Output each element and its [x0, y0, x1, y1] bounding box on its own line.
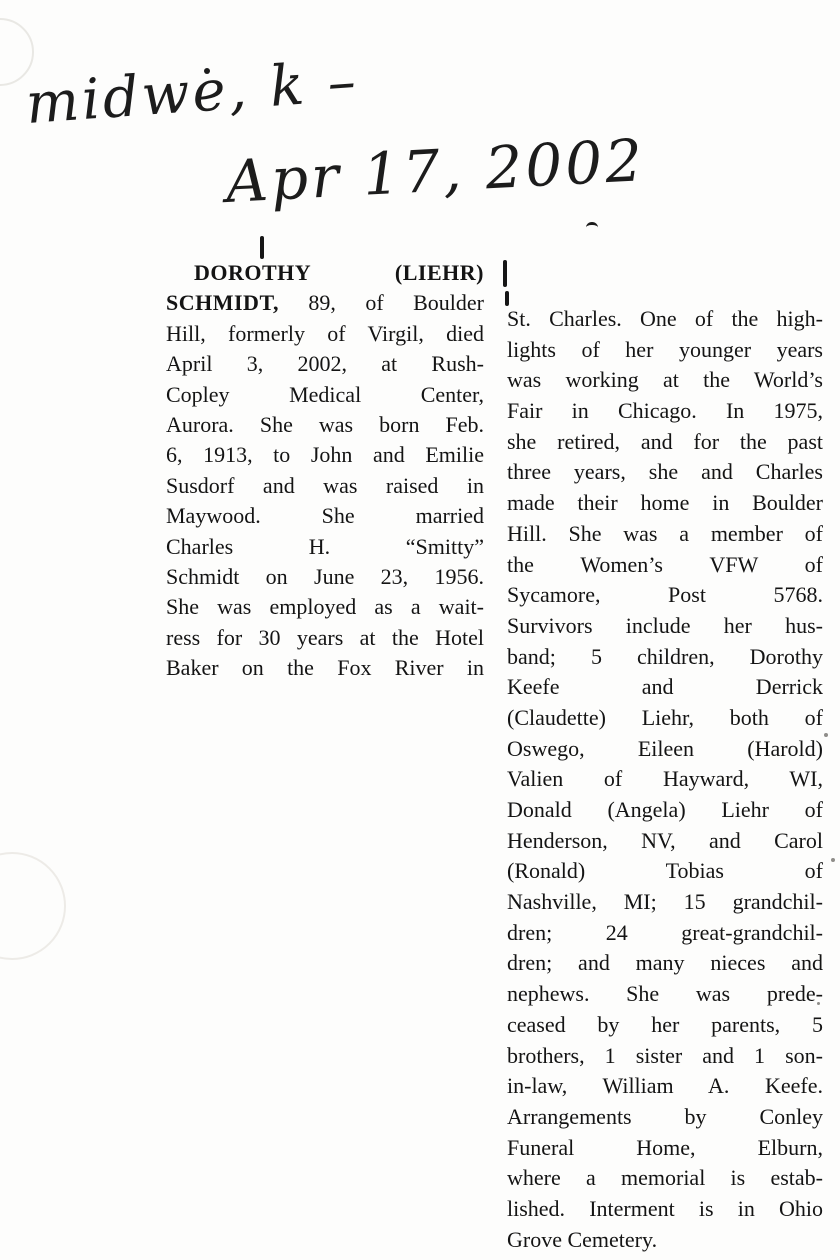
- obituary-text-line: ress for 30 years at the Hotel: [166, 624, 484, 650]
- obituary-text-line: three years, she and Charles: [507, 459, 823, 485]
- handwritten-date: Apr 17, 2002: [224, 126, 647, 216]
- obituary-text-line: St. Charles. One of the high-: [507, 306, 823, 331]
- obituary-text-line: (Claudette) Liehr, both of: [507, 704, 823, 730]
- obituary-text-line: Grove Cemetery.: [507, 1226, 658, 1252]
- obituary-text-line: SCHMIDT, 89, of Boulder: [166, 290, 484, 316]
- obituary-text-line: lished. Interment is in Ohio: [507, 1195, 823, 1221]
- obituary-text-line: Hill. She was a member of: [507, 520, 823, 546]
- obituary-text-line: Arrangements by Conley: [507, 1103, 823, 1129]
- obituary-text-line: was working at the World’s: [507, 367, 823, 393]
- obituary-text-line: she retired, and for the past: [507, 428, 823, 454]
- obituary-text-line: Hill, formerly of Virgil, died: [166, 320, 484, 346]
- obituary-text-line: Schmidt on June 23, 1956.: [166, 563, 484, 589]
- obituary-text-line: Sycamore, Post 5768.: [507, 582, 823, 608]
- obituary-text-line: ceased by her parents, 5: [507, 1011, 823, 1037]
- scan-speck: [831, 858, 835, 862]
- obituary-text-line: Maywood. She married: [166, 503, 484, 529]
- obituary-text-line: the Women’s VFW of: [507, 551, 823, 577]
- obituary-text-line: Oswego, Eileen (Harold): [507, 735, 823, 761]
- obituary-text-line: brothers, 1 sister and 1 son-: [507, 1042, 823, 1068]
- obituary-text-line: Fair in Chicago. In 1975,: [507, 398, 823, 424]
- obituary-text-line: Funeral Home, Elburn,: [507, 1134, 823, 1160]
- obituary-text-line: Baker on the Fox River in: [166, 655, 484, 681]
- obituary-text-line: dren; and many nieces and: [507, 950, 823, 976]
- obituary-text-line: dren; 24 great-grandchil-: [507, 919, 823, 945]
- obituary-text-line: Nashville, MI; 15 grandchil-: [507, 889, 823, 915]
- obituary-text-line: (Ronald) Tobias of: [507, 858, 823, 884]
- obituary-text-line: Charles H. “Smitty”: [166, 533, 484, 559]
- pen-mark-tick: [260, 236, 264, 259]
- obituary-text-line: made their home in Boulder: [507, 490, 823, 516]
- obituary-text-line: April 3, 2002, at Rush-: [166, 351, 484, 377]
- obituary-text-line: Copley Medical Center,: [166, 381, 484, 407]
- obituary-text-line: where a memorial is estab-: [507, 1165, 823, 1191]
- obituary-text-line: Donald (Angela) Liehr of: [507, 797, 823, 822]
- pen-mark-column-divider: [503, 260, 507, 287]
- obituary-left-column: [166, 258, 484, 683]
- pen-caret-mark: [586, 222, 598, 233]
- scan-speck: [824, 733, 828, 737]
- obituary-right-column: [507, 304, 823, 1255]
- obituary-text-line: Susdorf and was raised in: [166, 472, 484, 498]
- obituary-text-line: band; 5 children, Dorothy: [507, 643, 823, 669]
- obituary-text-line: Survivors include her hus-: [507, 612, 823, 638]
- obituary-text-line: lights of her younger years: [507, 336, 823, 362]
- obituary-text-line: 6, 1913, to John and Emilie: [166, 442, 484, 468]
- handwritten-source-note: midwe, k –: [23, 48, 361, 137]
- obituary-text-line: She was employed as a wait-: [166, 594, 484, 620]
- obituary-text-line: Valien of Hayward, WI,: [507, 766, 823, 792]
- obituary-text-line: Henderson, NV, and Carol: [507, 827, 823, 853]
- obituary-text-line: Aurora. She was born Feb.: [166, 411, 484, 437]
- obituary-text-line: nephews. She was prede-: [507, 981, 823, 1007]
- obituary-text-line: DOROTHY (LIEHR): [194, 260, 484, 285]
- scan-artifact-edge-circle: [0, 852, 66, 960]
- obituary-text-line: Keefe and Derrick: [507, 674, 823, 700]
- obituary-text-line: in-law, William A. Keefe.: [507, 1073, 823, 1099]
